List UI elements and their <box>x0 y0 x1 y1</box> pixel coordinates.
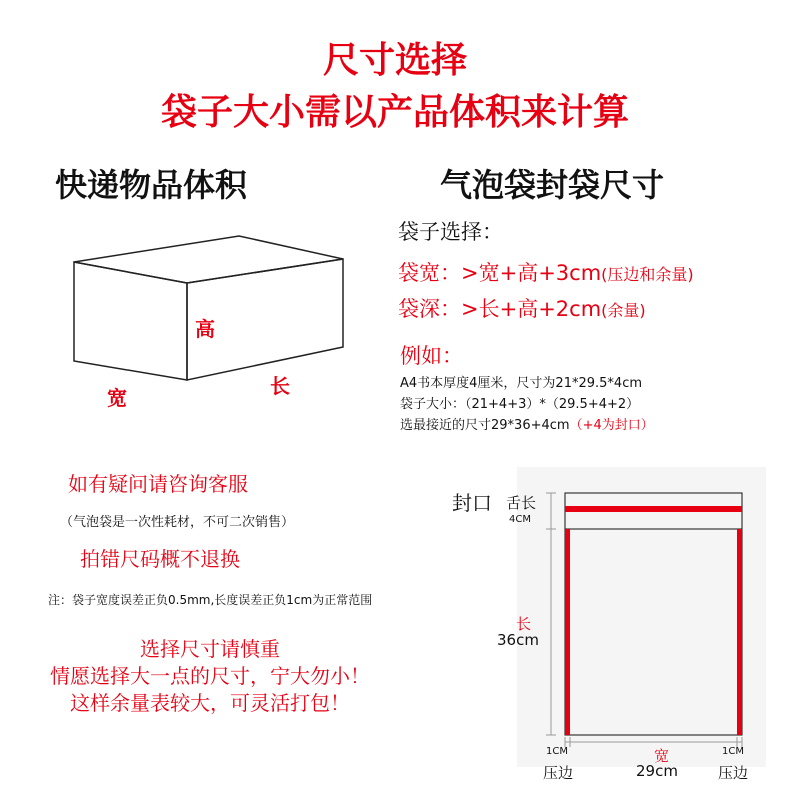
rule-width: 袋宽：>宽+高+3cm(压边和余量) <box>398 261 694 285</box>
example-line-3: 选最接近的尺寸29*36+4cm（+4为封口） <box>400 418 654 433</box>
seal-label: 封口 <box>452 491 492 515</box>
bag-drawing <box>546 493 742 747</box>
box-length-label: 长 <box>270 374 290 398</box>
left-heading: 快递物品体积 <box>55 166 248 204</box>
width-label: 宽 <box>654 747 670 765</box>
no-return-note: 拍错尺码概不退换 <box>80 547 240 571</box>
length-label: 长 <box>516 615 532 633</box>
flap-label: 舌长 <box>506 494 537 512</box>
box-front-face <box>74 262 187 380</box>
disposable-note: （气泡袋是一次性耗材，不可二次销售） <box>60 515 295 530</box>
rule-depth: 袋深：>长+高+2cm(余量) <box>398 297 646 321</box>
careful-note: 选择尺寸请慎重 <box>140 637 280 661</box>
box-width-label: 宽 <box>107 386 127 410</box>
bigger-note: 情愿选择大一点的尺寸，宁大勿小！ <box>50 664 370 688</box>
title-line2: 袋子大小需以产品体积来计算 <box>160 92 629 133</box>
example-line-1: A4书本厚度4厘米，尺寸为21*29.5*4cm <box>400 376 643 391</box>
example-label: 例如： <box>400 344 463 368</box>
example-line-2: 袋子大小：（21+4+3）*（29.5+4+2） <box>400 397 640 412</box>
length-value: 36cm <box>497 631 539 649</box>
right-heading: 气泡袋封袋尺寸 <box>440 166 665 204</box>
edge-left-label: 压边 <box>543 764 574 782</box>
edge-left-size: 1CM <box>546 746 568 757</box>
title-line1: 尺寸选择 <box>322 40 467 81</box>
margin-note: 这样余量表较大，可灵活打包！ <box>70 691 350 715</box>
contact-note: 如有疑问请咨询客服 <box>68 472 248 496</box>
flap-size: 4CM <box>509 514 531 525</box>
box-height-label: 高 <box>195 317 215 341</box>
width-value: 29cm <box>636 762 678 780</box>
edge-right-size: 1CM <box>722 746 744 757</box>
edge-right-label: 压边 <box>718 764 749 782</box>
box-top-face <box>74 236 343 283</box>
tolerance-note: 注：袋子宽度误差正负0.5mm,长度误差正负1cm为正常范围 <box>48 593 373 607</box>
choose-label: 袋子选择： <box>398 220 503 244</box>
